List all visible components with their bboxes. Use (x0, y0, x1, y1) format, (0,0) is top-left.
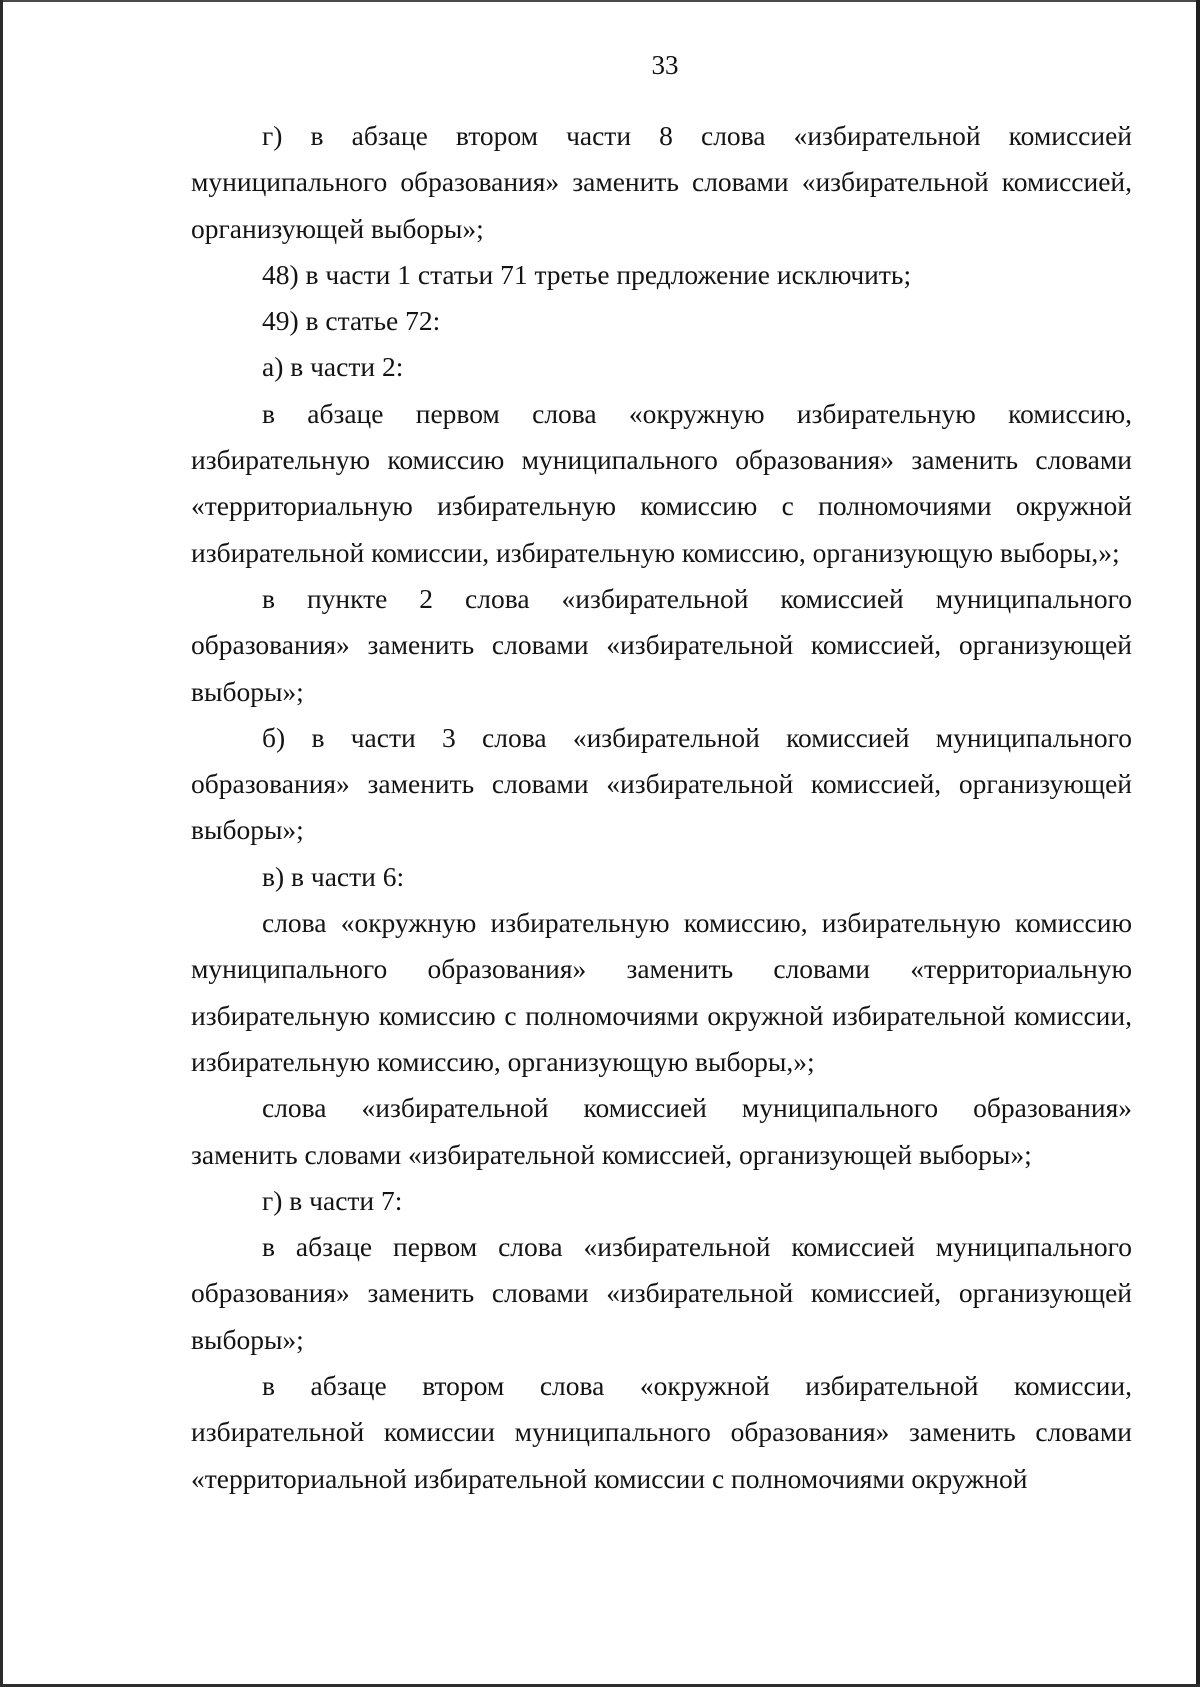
scan-edge-left (0, 0, 3, 1687)
paragraph-13: в абзаце втором слова «окружной избирательной комиссии, избирательной комиссии муниципального образования» заменить словами «территориальной избирательной комиссии с полномочиями окружной (191, 1370, 1132, 1494)
paragraph-6: в пункте 2 слова «избирательной комиссией муниципального образования» заменить словами «избирательной комиссией, организующей выборы»; (191, 582, 1132, 707)
paragraph-7: б) в части 3 слова «избирательной комиссией муниципального образования» заменить словами «избирательной комиссией, организующей выборы»; (191, 721, 1132, 846)
paragraph-4: а) в части 2: (262, 351, 404, 383)
scan-edge-right (1196, 0, 1200, 1687)
page-number: 33 (651, 50, 679, 80)
paragraph-12: в абзаце первом слова «избирательной комиссией муниципального образования» заменить словами «избирательной комиссией, организующей выборы»; (191, 1231, 1132, 1355)
paragraph-8: в) в части 6: (262, 860, 405, 892)
paragraph-10: слова «избирательной комиссией муниципального образования» заменить словами «избирательной комиссией, организующей выборы»; (191, 1092, 1132, 1170)
paragraph-1: г) в абзаце втором части 8 слова «избирательной комиссией муниципального образования» заменить словами «избирательной комиссией, организующей выборы»; (191, 120, 1132, 244)
paragraph-5: в абзаце первом слова «окружную избирательную комиссию, избирательную комиссию муниципального образования» заменить словами «территориальную избирательную комиссию с полномочиями окружной избирательной комиссии, избирательную комиссию, организующую выборы,»; (191, 397, 1132, 568)
paragraph-9: слова «окружную избирательную комиссию, избирательную комиссию муниципального образования» заменить словами «территориальную избирательную комиссию с полномочиями окружной избирательной комиссии, избирательную комиссию, организующую выборы,»; (191, 907, 1132, 1077)
scan-edge-top (0, 0, 1200, 2)
paragraph-3: 49) в статье 72: (262, 305, 441, 337)
document-body (191, 113, 1132, 1502)
paragraph-11: г) в части 7: (262, 1184, 403, 1216)
paragraph-2: 48) в части 1 статьи 71 третье предложение исключить; (262, 258, 912, 290)
